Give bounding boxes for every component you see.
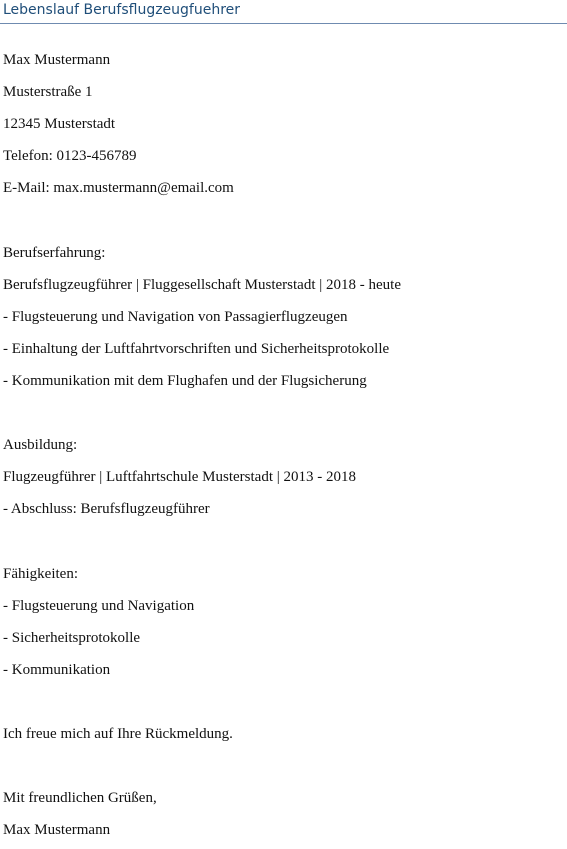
signature-name: Max Mustermann (3, 822, 111, 839)
closing-greeting: Mit freundlichen Grüßen, (3, 790, 157, 807)
section-spacer (3, 753, 563, 785)
section-spacer (3, 207, 563, 239)
document-header (0, 0, 567, 24)
experience-item: - Kommunikation mit dem Flughafen und der Flugsicherung (3, 372, 367, 389)
contact-phone: Telefon: 0123-456789 (3, 148, 137, 165)
contact-name: Max Mustermann (3, 52, 111, 68)
section-spacer (3, 689, 563, 721)
experience-item: - Flugsteuerung und Navigation von Passagierflugzeugen (3, 308, 348, 325)
experience-position: Berufsflugzeugführer | Fluggesellschaft Musterstadt | 2018 - heute (3, 276, 401, 293)
education-entry: Flugzeugführer | Luftfahrtschule Musterstadt | 2013 - 2018 (3, 469, 357, 486)
skills-heading: Fähigkeiten: (3, 565, 78, 582)
education-item: - Abschluss: Berufsflugzeugführer (3, 501, 210, 518)
skills-item: - Flugsteuerung und Navigation (3, 597, 195, 614)
contact-street: Musterstraße 1 (3, 84, 93, 101)
section-spacer (3, 528, 563, 560)
experience-heading: Berufserfahrung: (3, 244, 106, 261)
document-title: Lebenslauf Berufsflugzeugfuehrer (3, 2, 241, 18)
contact-city: 12345 Musterstadt (3, 116, 116, 133)
document-body (3, 47, 563, 849)
education-heading: Ausbildung: (3, 437, 78, 454)
skills-item: - Sicherheitsprotokolle (3, 629, 141, 646)
experience-item: - Einhaltung der Luftfahrtvorschriften und Sicherheitsprotokolle (3, 340, 390, 357)
contact-email: E-Mail: max.mustermann@email.com (3, 180, 234, 197)
skills-item: - Kommunikation (3, 661, 111, 678)
closing-message: Ich freue mich auf Ihre Rückmeldung. (3, 725, 233, 742)
section-spacer (3, 400, 563, 432)
